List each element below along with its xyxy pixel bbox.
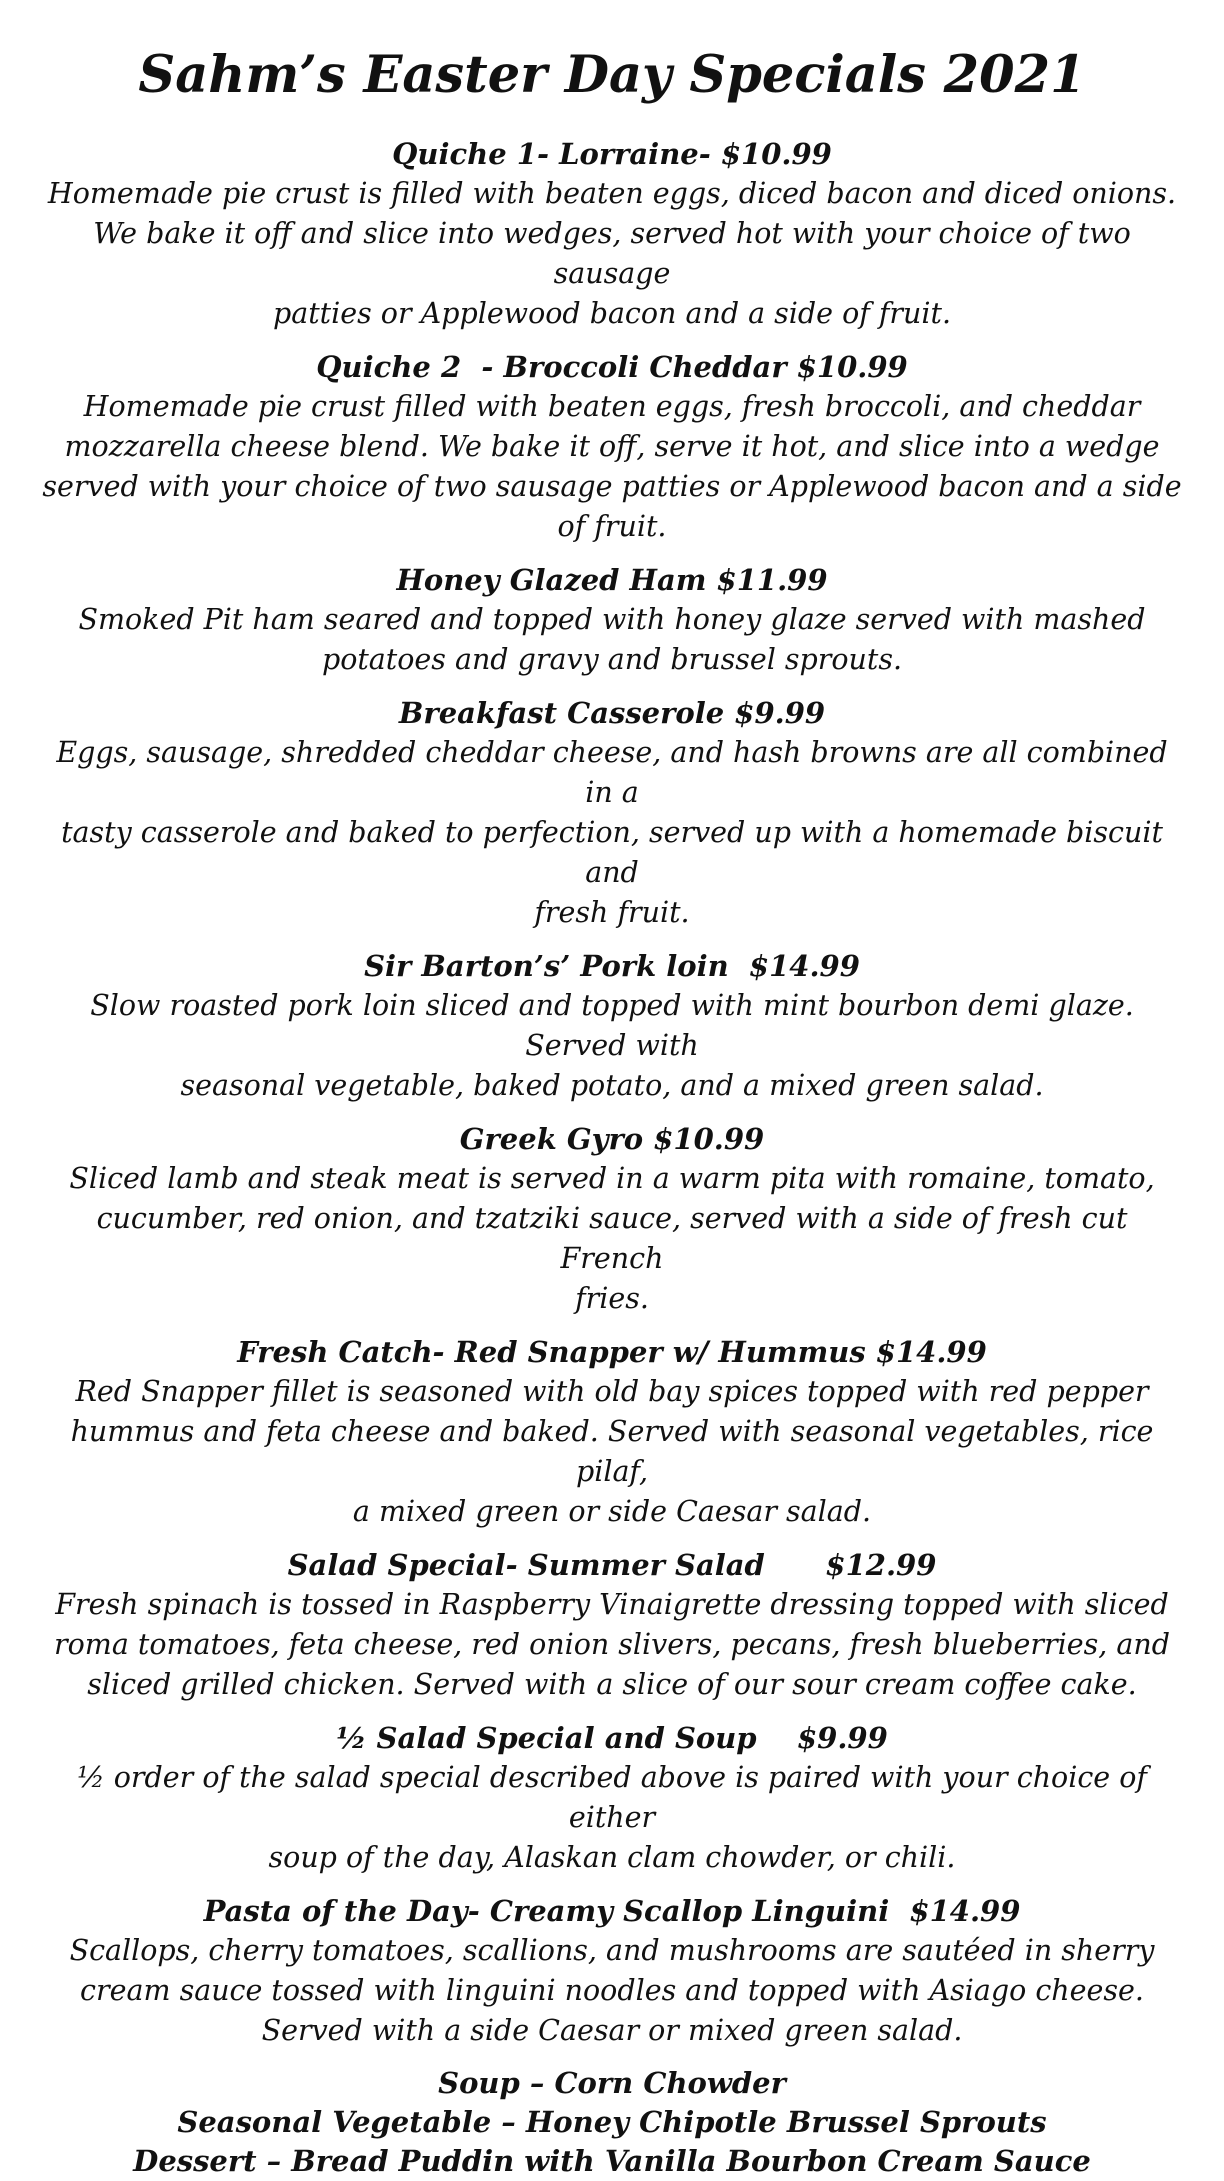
menu-item-heading: Salad Special- Summer Salad $12.99	[287, 1548, 937, 1582]
menu-item-description: Sliced lamb and steak meat is served in a warm pita with romaine, tomato, cucumber, red onion, and tzatziki sauce, served with a side of fresh cut French fries.	[69, 1162, 1155, 1315]
side-seasonal-vegetable: Seasonal Vegetable – Honey Chipotle Brussel Sprouts	[177, 2105, 1047, 2139]
page-title: Sahm’s Easter Day Specials 2021	[138, 45, 1086, 105]
menu-item-heading: Pasta of the Day- Creamy Scallop Linguini $14.99	[203, 1894, 1021, 1928]
menu-item-heading: Breakfast Casserole $9.99	[398, 696, 826, 730]
menu-item-heading: Greek Gyro $10.99	[459, 1122, 765, 1156]
menu-item-pasta-of-the-day	[36, 1891, 1188, 2051]
menu-item-heading: Sir Barton’s’ Pork loin $14.99	[364, 949, 860, 983]
menu-item-honey-glazed-ham	[36, 560, 1188, 680]
menu-item-red-snapper	[36, 1332, 1188, 1532]
menu-item-description: Homemade pie crust filled with beaten eggs, fresh broccoli, and cheddar mozzarella cheese blend. We bake it off, serve it hot, and slice into a wedge served with your choice of two sausage patties or Applewood bacon and a side of fruit.	[42, 390, 1182, 543]
sides-list	[36, 2064, 1188, 2181]
side-soup: Soup – Corn Chowder	[438, 2066, 786, 2100]
side-dessert: Dessert – Bread Puddin with Vanilla Bourbon Cream Sauce	[133, 2144, 1091, 2178]
menu-item-description: ½ order of the salad special described above is paired with your choice of either soup of the day, Alaskan clam chowder, or chili.	[77, 1761, 1147, 1874]
menu-item-breakfast-casserole	[36, 693, 1188, 933]
menu-item-heading: Fresh Catch- Red Snapper w/ Hummus $14.99	[237, 1335, 987, 1369]
menu-item-quiche-broccoli-cheddar	[36, 347, 1188, 547]
menu-item-description: Smoked Pit ham seared and topped with honey glaze served with mashed potatoes and gravy and brussel sprouts.	[78, 603, 1146, 676]
menu-item-heading: Quiche 2 - Broccoli Cheddar $10.99	[316, 350, 908, 384]
menu-item-heading: ½ Salad Special and Soup $9.99	[336, 1721, 888, 1755]
menu-item-quiche-lorraine	[36, 134, 1188, 334]
menu-item-description: Eggs, sausage, shredded cheddar cheese, and hash browns are all combined in a tasty casserole and baked to perfection, served up with a homemade biscuit and fresh fruit.	[56, 736, 1168, 929]
menu-item-description: Red Snapper fillet is seasoned with old bay spices topped with red pepper hummus and feta cheese and baked. Served with seasonal vegetables, rice pilaf, a mixed green or side Caesar salad.	[70, 1375, 1154, 1528]
menu-item-description: Homemade pie crust is filled with beaten eggs, diced bacon and diced onions. We bake it off and slice into wedges, served hot with your choice of two sausage patties or Applewood bacon and a side of fruit.	[47, 177, 1177, 330]
menu-item-half-salad-soup	[36, 1718, 1188, 1878]
menu-item-heading: Honey Glazed Ham $11.99	[396, 563, 828, 597]
menu-item-summer-salad	[36, 1545, 1188, 1705]
menu-item-description: Slow roasted pork loin sliced and topped with mint bourbon demi glaze. Served with seasonal vegetable, baked potato, and a mixed green salad.	[90, 989, 1134, 1102]
menu-item-description: Scallops, cherry tomatoes, scallions, and mushrooms are sautéed in sherry cream sauce tossed with linguini noodles and topped with Asiago cheese. Served with a side Caesar or mixed green salad.	[69, 1934, 1155, 2047]
menu-item-pork-loin	[36, 946, 1188, 1106]
menu-item-description: Fresh spinach is tossed in Raspberry Vinaigrette dressing topped with sliced roma tomatoes, feta cheese, red onion slivers, pecans, fresh blueberries, and sliced grilled chicken. Served with a slice of our sour cream coffee cake.	[54, 1588, 1170, 1701]
menu-item-heading: Quiche 1- Lorraine- $10.99	[392, 137, 832, 171]
menu-item-greek-gyro	[36, 1119, 1188, 1319]
